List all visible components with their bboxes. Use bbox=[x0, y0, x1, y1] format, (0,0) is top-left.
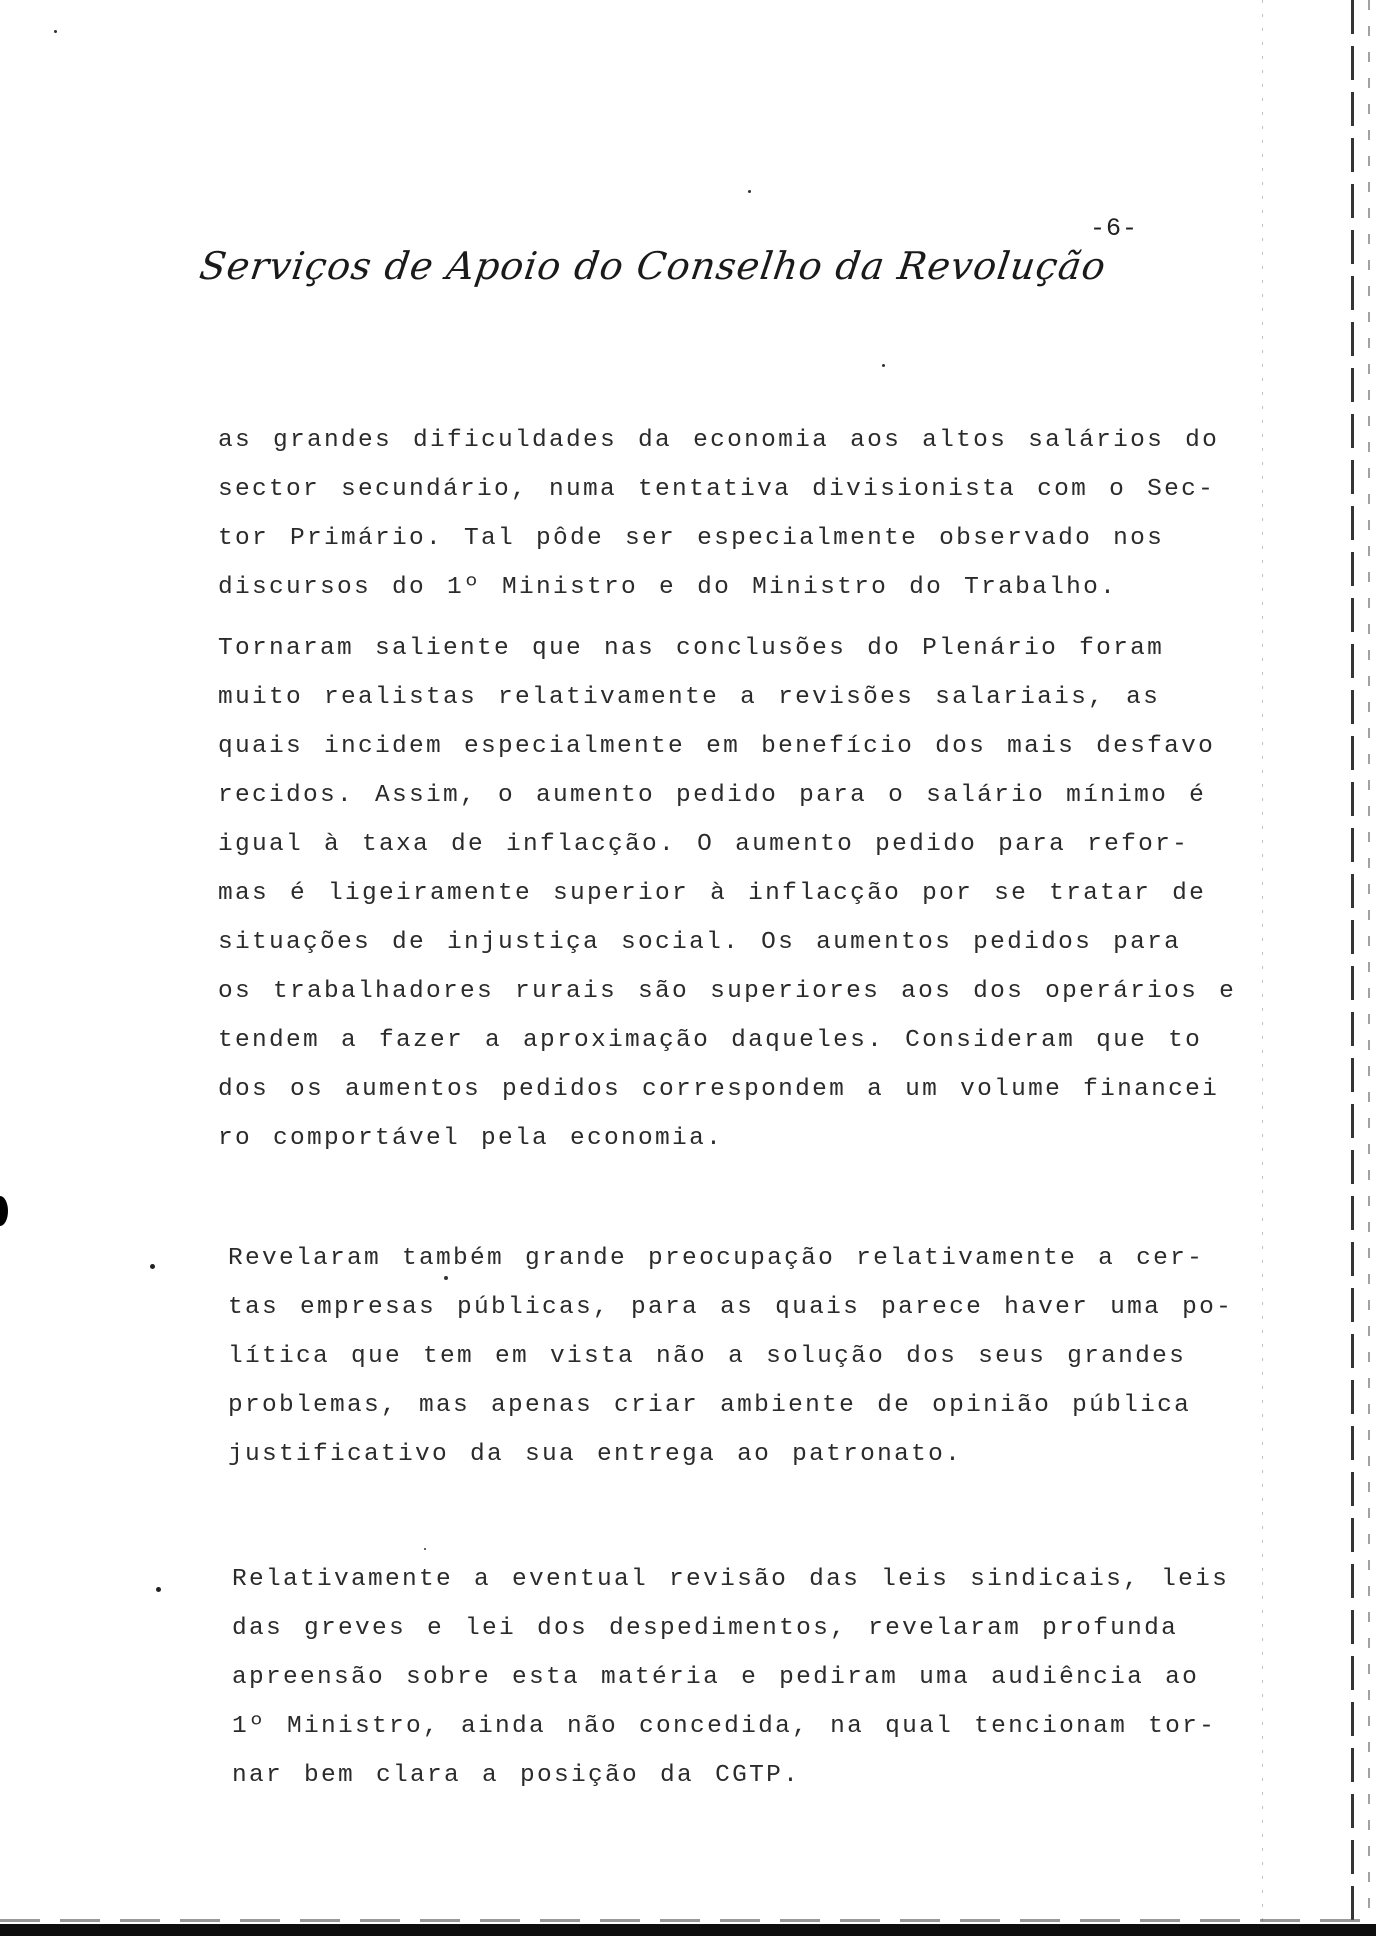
text-line: nar bem clara a posição da CGTP. bbox=[232, 1762, 801, 1789]
text-line: recidos. Assim, o aumento pedido para o salário mínimo é bbox=[218, 782, 1207, 809]
text-line: mas é ligeiramente superior à inflacção por se tratar de bbox=[218, 880, 1207, 907]
scan-edge-dotted bbox=[1262, 0, 1263, 1936]
text-line: discursos do 1º Ministro e do Ministro do Trabalho. bbox=[218, 574, 1118, 601]
bullet-mark bbox=[156, 1587, 161, 1592]
text-line: as grandes dificuldades da economia aos altos salários do bbox=[218, 427, 1220, 454]
scan-edge-right-secondary bbox=[1368, 0, 1370, 1936]
text-line: lítica que tem em vista não a solução dos seus grandes bbox=[228, 1343, 1187, 1370]
text-line: 1º Ministro, ainda não concedida, na qual tencionam tor- bbox=[232, 1713, 1217, 1740]
letterhead-title: Serviços de Apoio do Conselho da Revolução bbox=[196, 244, 1110, 288]
paragraph-4 bbox=[232, 1555, 1229, 1800]
scan-speck bbox=[54, 30, 57, 33]
text-line: justificativo da sua entrega ao patronato. bbox=[228, 1441, 963, 1468]
scan-speck bbox=[882, 364, 885, 367]
scan-edge-right bbox=[1351, 0, 1354, 1936]
text-line: tor Primário. Tal pôde ser especialmente observado nos bbox=[218, 525, 1165, 552]
scan-speck bbox=[748, 190, 751, 193]
scan-speck bbox=[444, 1276, 448, 1280]
text-line: apreensão sobre esta matéria e pediram uma audiência ao bbox=[232, 1664, 1200, 1691]
text-line: muito realistas relativamente a revisões salariais, as bbox=[218, 684, 1161, 711]
text-line: das greves e lei dos despedimentos, revelaram profunda bbox=[232, 1615, 1179, 1642]
text-line: Relativamente a eventual revisão das leis sindicais, leis bbox=[232, 1566, 1230, 1593]
scan-speck bbox=[424, 1548, 426, 1550]
text-line: problemas, mas apenas criar ambiente de opinião pública bbox=[228, 1392, 1192, 1419]
text-line: Revelaram também grande preocupação relativamente a cer- bbox=[228, 1245, 1205, 1272]
text-line: dos os aumentos pedidos correspondem a um volume financei bbox=[218, 1076, 1220, 1103]
scan-edge-bottom-secondary bbox=[0, 1919, 1376, 1922]
text-line: Tornaram saliente que nas conclusões do Plenário foram bbox=[218, 635, 1165, 662]
text-line: quais incidem especialmente em benefício dos mais desfavo bbox=[218, 733, 1216, 760]
text-line: sector secundário, numa tentativa divisionista com o Sec- bbox=[218, 476, 1216, 503]
text-line: ro comportável pela economia. bbox=[218, 1125, 724, 1152]
text-line: tendem a fazer a aproximação daqueles. Consideram que to bbox=[218, 1027, 1203, 1054]
page-number: -6- bbox=[1090, 214, 1139, 243]
bullet-mark bbox=[150, 1264, 155, 1269]
text-line: tas empresas públicas, para as quais parece haver uma po- bbox=[228, 1294, 1234, 1321]
binding-hole-mark bbox=[0, 1196, 8, 1226]
paragraph-2 bbox=[218, 624, 1236, 1163]
paragraph-1 bbox=[218, 416, 1219, 612]
paragraph-3 bbox=[228, 1234, 1233, 1479]
text-line: igual à taxa de inflacção. O aumento pedido para refor- bbox=[218, 831, 1190, 858]
text-line: os trabalhadores rurais são superiores aos dos operários e bbox=[218, 978, 1237, 1005]
scan-edge-bottom bbox=[0, 1924, 1376, 1936]
text-line: situações de injustiça social. Os aumentos pedidos para bbox=[218, 929, 1182, 956]
